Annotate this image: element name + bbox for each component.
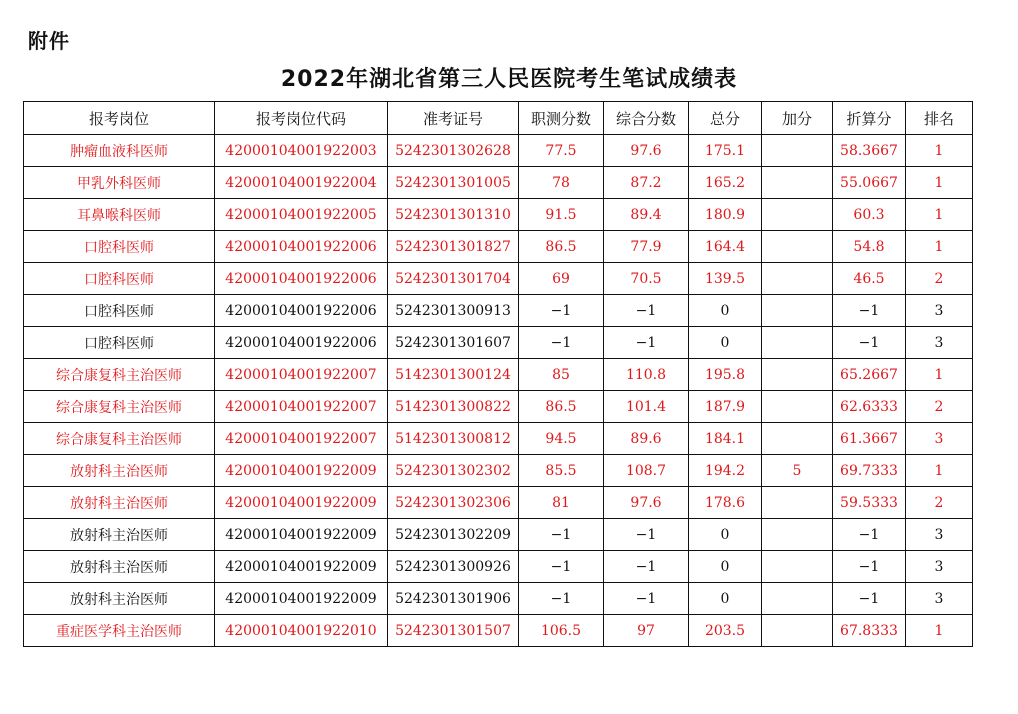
cell-aptitude-score: −1 (519, 583, 604, 615)
cell-position: 综合康复科主治医师 (24, 391, 215, 423)
header-col-total-score: 总分 (689, 102, 762, 135)
cell-position: 放射科主治医师 (24, 519, 215, 551)
cell-comprehensive-score: 70.5 (604, 263, 689, 295)
cell-aptitude-score: 69 (519, 263, 604, 295)
cell-bonus (762, 391, 833, 423)
cell-aptitude-score: 85 (519, 359, 604, 391)
cell-total-score: 175.1 (689, 135, 762, 167)
cell-exam-id: 5242301301507 (388, 615, 519, 647)
cell-bonus (762, 295, 833, 327)
cell-bonus (762, 423, 833, 455)
table-row (24, 167, 973, 199)
cell-exam-id: 5142301300822 (388, 391, 519, 423)
cell-converted-score: −1 (833, 295, 906, 327)
table-row (24, 455, 973, 487)
table-row (24, 295, 973, 327)
cell-bonus (762, 519, 833, 551)
cell-position-code: 42000104001922009 (215, 487, 388, 519)
table-row (24, 615, 973, 647)
cell-total-score: 164.4 (689, 231, 762, 263)
cell-comprehensive-score: 101.4 (604, 391, 689, 423)
cell-converted-score: 59.5333 (833, 487, 906, 519)
cell-exam-id: 5242301300926 (388, 551, 519, 583)
cell-total-score: 180.9 (689, 199, 762, 231)
cell-total-score: 187.9 (689, 391, 762, 423)
cell-rank: 2 (906, 391, 973, 423)
cell-converted-score: 58.3667 (833, 135, 906, 167)
cell-bonus (762, 487, 833, 519)
cell-bonus (762, 167, 833, 199)
cell-converted-score: −1 (833, 583, 906, 615)
cell-converted-score: 67.8333 (833, 615, 906, 647)
cell-position-code: 42000104001922003 (215, 135, 388, 167)
page-title: 2022年湖北省第三人民医院考生笔试成绩表 (280, 67, 738, 92)
cell-comprehensive-score: 89.4 (604, 199, 689, 231)
cell-exam-id: 5242301301607 (388, 327, 519, 359)
cell-comprehensive-score: 110.8 (604, 359, 689, 391)
cell-rank: 1 (906, 167, 973, 199)
cell-comprehensive-score: 97.6 (604, 487, 689, 519)
table-row (24, 135, 973, 167)
cell-position-code: 42000104001922006 (215, 295, 388, 327)
table-row (24, 263, 973, 295)
cell-converted-score: 60.3 (833, 199, 906, 231)
cell-aptitude-score: −1 (519, 519, 604, 551)
cell-rank: 3 (906, 583, 973, 615)
table-row (24, 487, 973, 519)
cell-exam-id: 5142301300812 (388, 423, 519, 455)
cell-rank: 2 (906, 263, 973, 295)
cell-exam-id: 5242301301906 (388, 583, 519, 615)
cell-rank: 1 (906, 135, 973, 167)
header-col-converted-score: 折算分 (833, 102, 906, 135)
cell-comprehensive-score: 108.7 (604, 455, 689, 487)
cell-position: 重症医学科主治医师 (24, 615, 215, 647)
attachment-label: 附件 (28, 29, 70, 53)
cell-rank: 2 (906, 487, 973, 519)
cell-comprehensive-score: 77.9 (604, 231, 689, 263)
table-row (24, 391, 973, 423)
cell-comprehensive-score: −1 (604, 295, 689, 327)
cell-aptitude-score: −1 (519, 551, 604, 583)
cell-bonus (762, 615, 833, 647)
cell-exam-id: 5242301300913 (388, 295, 519, 327)
cell-position: 放射科主治医师 (24, 455, 215, 487)
cell-position: 口腔科医师 (24, 263, 215, 295)
cell-converted-score: −1 (833, 327, 906, 359)
table-row (24, 583, 973, 615)
cell-exam-id: 5242301301005 (388, 167, 519, 199)
cell-position-code: 42000104001922007 (215, 391, 388, 423)
cell-total-score: 194.2 (689, 455, 762, 487)
cell-position-code: 42000104001922010 (215, 615, 388, 647)
cell-position-code: 42000104001922009 (215, 455, 388, 487)
table-row (24, 423, 973, 455)
cell-exam-id: 5242301301827 (388, 231, 519, 263)
scores-table (23, 101, 973, 647)
cell-position: 口腔科医师 (24, 295, 215, 327)
cell-aptitude-score: 94.5 (519, 423, 604, 455)
cell-position: 放射科主治医师 (24, 551, 215, 583)
cell-total-score: 0 (689, 551, 762, 583)
cell-total-score: 203.5 (689, 615, 762, 647)
cell-position-code: 42000104001922005 (215, 199, 388, 231)
cell-total-score: 0 (689, 519, 762, 551)
cell-converted-score: −1 (833, 519, 906, 551)
table-body (24, 135, 973, 647)
cell-position-code: 42000104001922007 (215, 359, 388, 391)
cell-bonus (762, 135, 833, 167)
cell-position: 肿瘤血液科医师 (24, 135, 215, 167)
cell-aptitude-score: 85.5 (519, 455, 604, 487)
cell-aptitude-score: 77.5 (519, 135, 604, 167)
cell-exam-id: 5242301302306 (388, 487, 519, 519)
cell-total-score: 0 (689, 295, 762, 327)
cell-bonus (762, 327, 833, 359)
table-row (24, 519, 973, 551)
cell-aptitude-score: −1 (519, 327, 604, 359)
cell-rank: 3 (906, 519, 973, 551)
cell-position-code: 42000104001922006 (215, 263, 388, 295)
cell-aptitude-score: −1 (519, 295, 604, 327)
table-row (24, 359, 973, 391)
cell-rank: 1 (906, 455, 973, 487)
cell-position: 口腔科医师 (24, 231, 215, 263)
cell-position: 耳鼻喉科医师 (24, 199, 215, 231)
cell-converted-score: 65.2667 (833, 359, 906, 391)
cell-comprehensive-score: 89.6 (604, 423, 689, 455)
table-row (24, 199, 973, 231)
cell-bonus: 5 (762, 455, 833, 487)
cell-position: 甲乳外科医师 (24, 167, 215, 199)
cell-comprehensive-score: 87.2 (604, 167, 689, 199)
cell-converted-score: 61.3667 (833, 423, 906, 455)
cell-comprehensive-score: −1 (604, 327, 689, 359)
cell-converted-score: 55.0667 (833, 167, 906, 199)
cell-position-code: 42000104001922009 (215, 519, 388, 551)
cell-position: 综合康复科主治医师 (24, 423, 215, 455)
header-col-position-code: 报考岗位代码 (215, 102, 388, 135)
cell-total-score: 184.1 (689, 423, 762, 455)
cell-position: 放射科主治医师 (24, 487, 215, 519)
cell-bonus (762, 231, 833, 263)
cell-rank: 1 (906, 231, 973, 263)
header-col-position: 报考岗位 (24, 102, 215, 135)
cell-converted-score: 69.7333 (833, 455, 906, 487)
cell-position: 放射科主治医师 (24, 583, 215, 615)
cell-aptitude-score: 106.5 (519, 615, 604, 647)
cell-bonus (762, 359, 833, 391)
cell-aptitude-score: 81 (519, 487, 604, 519)
header-col-exam-id: 准考证号 (388, 102, 519, 135)
cell-rank: 3 (906, 327, 973, 359)
cell-bonus (762, 199, 833, 231)
cell-aptitude-score: 91.5 (519, 199, 604, 231)
table-row (24, 551, 973, 583)
cell-rank: 3 (906, 423, 973, 455)
cell-bonus (762, 583, 833, 615)
cell-exam-id: 5242301302302 (388, 455, 519, 487)
table-row (24, 327, 973, 359)
cell-aptitude-score: 78 (519, 167, 604, 199)
cell-converted-score: −1 (833, 551, 906, 583)
cell-exam-id: 5242301301704 (388, 263, 519, 295)
cell-rank: 1 (906, 615, 973, 647)
cell-total-score: 139.5 (689, 263, 762, 295)
header-col-comprehensive-score: 综合分数 (604, 102, 689, 135)
cell-rank: 1 (906, 359, 973, 391)
cell-comprehensive-score: 97.6 (604, 135, 689, 167)
cell-exam-id: 5242301301310 (388, 199, 519, 231)
cell-rank: 3 (906, 551, 973, 583)
cell-rank: 1 (906, 199, 973, 231)
cell-position-code: 42000104001922009 (215, 583, 388, 615)
cell-bonus (762, 551, 833, 583)
cell-total-score: 165.2 (689, 167, 762, 199)
header-col-bonus: 加分 (762, 102, 833, 135)
header-col-rank: 排名 (906, 102, 973, 135)
cell-comprehensive-score: −1 (604, 519, 689, 551)
cell-total-score: 195.8 (689, 359, 762, 391)
cell-position: 口腔科医师 (24, 327, 215, 359)
cell-comprehensive-score: −1 (604, 551, 689, 583)
cell-position-code: 42000104001922006 (215, 327, 388, 359)
table-header-row (24, 102, 973, 135)
cell-position-code: 42000104001922006 (215, 231, 388, 263)
cell-converted-score: 46.5 (833, 263, 906, 295)
cell-converted-score: 62.6333 (833, 391, 906, 423)
cell-exam-id: 5242301302209 (388, 519, 519, 551)
cell-aptitude-score: 86.5 (519, 391, 604, 423)
cell-comprehensive-score: 97 (604, 615, 689, 647)
cell-position-code: 42000104001922009 (215, 551, 388, 583)
cell-position-code: 42000104001922004 (215, 167, 388, 199)
cell-bonus (762, 263, 833, 295)
cell-position-code: 42000104001922007 (215, 423, 388, 455)
cell-aptitude-score: 86.5 (519, 231, 604, 263)
table-row (24, 231, 973, 263)
cell-position: 综合康复科主治医师 (24, 359, 215, 391)
cell-exam-id: 5142301300124 (388, 359, 519, 391)
cell-exam-id: 5242301302628 (388, 135, 519, 167)
cell-converted-score: 54.8 (833, 231, 906, 263)
cell-total-score: 178.6 (689, 487, 762, 519)
cell-total-score: 0 (689, 327, 762, 359)
header-col-aptitude-score: 职测分数 (519, 102, 604, 135)
cell-total-score: 0 (689, 583, 762, 615)
cell-rank: 3 (906, 295, 973, 327)
cell-comprehensive-score: −1 (604, 583, 689, 615)
